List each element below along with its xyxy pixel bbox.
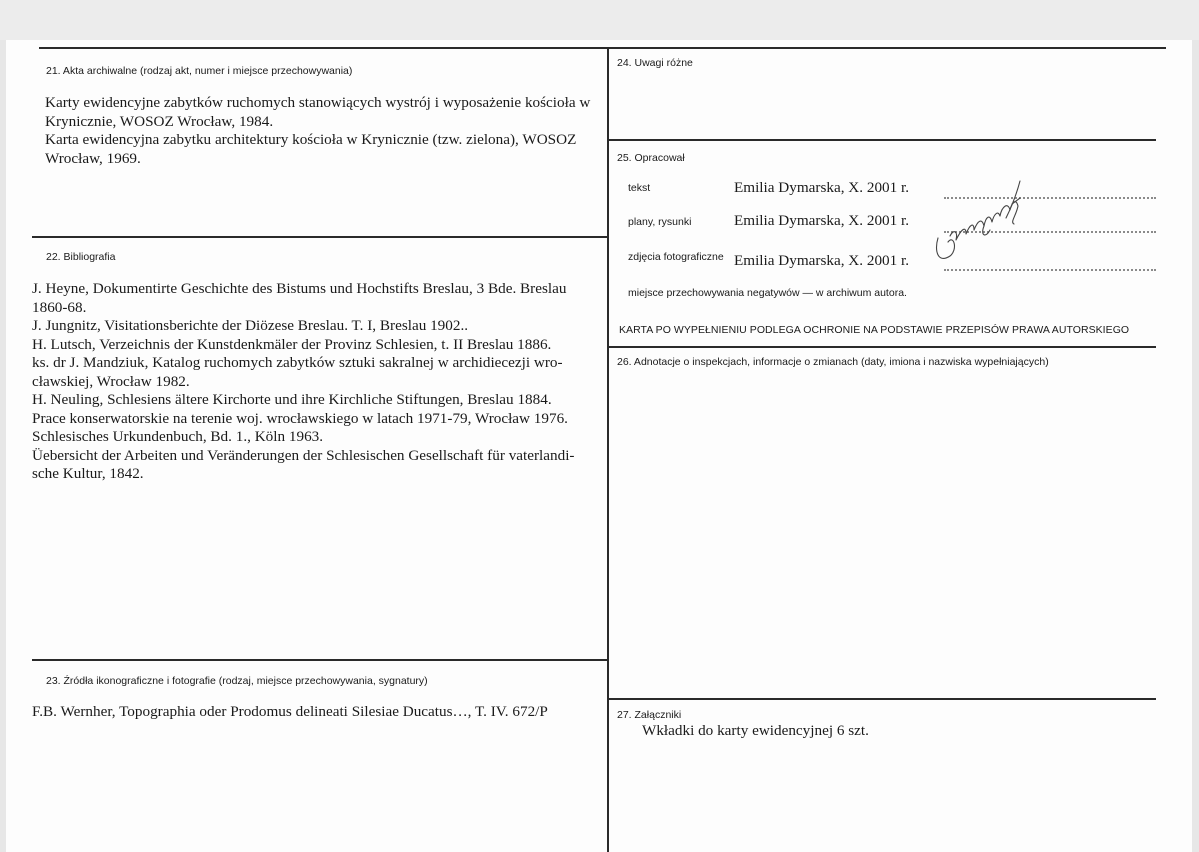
text-line: Krynicznie, WOSOZ Wrocław, 1984. xyxy=(45,112,274,130)
text-line: Wrocław, 1969. xyxy=(45,149,141,167)
section-22-content xyxy=(32,280,574,484)
bibliography-line: H. Neuling, Schlesiens ältere Kirchorte und ihre Kirchliche Stiftungen, Breslau 1884. xyxy=(32,391,552,408)
bibliography-line: sche Kultur, 1842. xyxy=(32,465,144,482)
scan-top-margin xyxy=(0,0,1199,40)
section-23-content xyxy=(32,703,548,722)
bibliography-line: cławskiej, Wrocław 1982. xyxy=(32,372,190,390)
handwritten-signature xyxy=(928,176,1038,276)
text-line: Karty ewidencyjne zabytków ruchomych stanowiących wystrój i wyposażenie kościoła w xyxy=(45,94,591,111)
section-21-content xyxy=(45,94,590,168)
center-divider xyxy=(607,47,609,852)
section-27-content xyxy=(642,722,869,741)
divider-24-25 xyxy=(607,139,1156,141)
divider-22-23 xyxy=(32,659,608,661)
author-row-value-plans: Emilia Dymarska, X. 2001 r. xyxy=(734,212,910,229)
section-21-label: 21. Akta archiwalne (rodzaj akt, numer i miejsce przechowywania) xyxy=(46,65,353,77)
negatives-location: miejsce przechowywania negatywów — w archiwum autora. xyxy=(628,287,907,299)
copyright-notice: KARTA PO WYPEŁNIENIU PODLEGA OCHRONIE NA PODSTAWIE PRZEPISÓW PRAWA AUTORSKIEGO xyxy=(619,324,1130,336)
section-27-label: 27. Załączniki xyxy=(617,709,682,721)
text-line: Karta ewidencyjna zabytku architektury kościoła w Krynicznie (tzw. zielona), WOSOZ xyxy=(45,131,577,148)
attachment-line: Wkładki do karty ewidencyjnej 6 szt. xyxy=(642,722,869,739)
bibliography-line: H. Lutsch, Verzeichnis der Kunstdenkmäler der Provinz Schlesien, t. II Breslau 1886. xyxy=(32,335,552,353)
section-24-label: 24. Uwagi różne xyxy=(617,57,693,69)
author-row-value-text: Emilia Dymarska, X. 2001 r. xyxy=(734,179,910,196)
bibliography-line: J. Heyne, Dokumentirte Geschichte des Bistums und Hochstifts Breslau, 3 Bde. Breslau xyxy=(32,280,567,297)
author-row-label-text: tekst xyxy=(628,182,651,194)
section-26-label: 26. Adnotacje o inspekcjach, informacje o zmianach (daty, imiona i nazwiska wypełniających) xyxy=(617,356,1049,368)
bibliography-line: Prace konserwatorskie na terenie woj. wrocławskiego w latach 1971-79, Wrocław 1976. xyxy=(32,409,568,427)
section-23-label: 23. Źródła ikonograficzne i fotografie (rodzaj, miejsce przechowywania, sygnatury) xyxy=(46,675,428,687)
bibliography-line: Üebersicht der Arbeiten und Veränderungen der Schlesischen Gesellschaft für vaterlandi- xyxy=(32,446,575,464)
bibliography-line: 1860-68. xyxy=(32,298,87,316)
top-border xyxy=(39,47,1166,49)
divider-26-27 xyxy=(607,698,1156,700)
bibliography-line: ks. dr J. Mandziuk, Katalog ruchomych zabytków sztuki sakralnej w archidiecezji wro- xyxy=(32,354,563,371)
divider-25-26 xyxy=(607,346,1156,348)
bibliography-line: J. Jungnitz, Visitationsberichte der Diözese Breslau. T. I, Breslau 1902.. xyxy=(32,317,469,334)
divider-21-22 xyxy=(32,236,608,238)
author-row-value-photos: Emilia Dymarska, X. 2001 r. xyxy=(734,252,910,269)
bibliography-line: Schlesisches Urkundenbuch, Bd. 1., Köln 1963. xyxy=(32,428,324,445)
iconography-line: F.B. Wernher, Topographia oder Prodomus delineati Silesiae Ducatus…, T. IV. 672/P xyxy=(32,703,548,720)
author-row-label-photos: zdjęcia fotograficzne xyxy=(628,251,724,263)
section-25-label: 25. Opracował xyxy=(617,152,685,164)
record-card xyxy=(6,40,1192,852)
author-row-label-plans: plany, rysunki xyxy=(628,216,692,228)
section-22-label: 22. Bibliografia xyxy=(46,251,116,263)
